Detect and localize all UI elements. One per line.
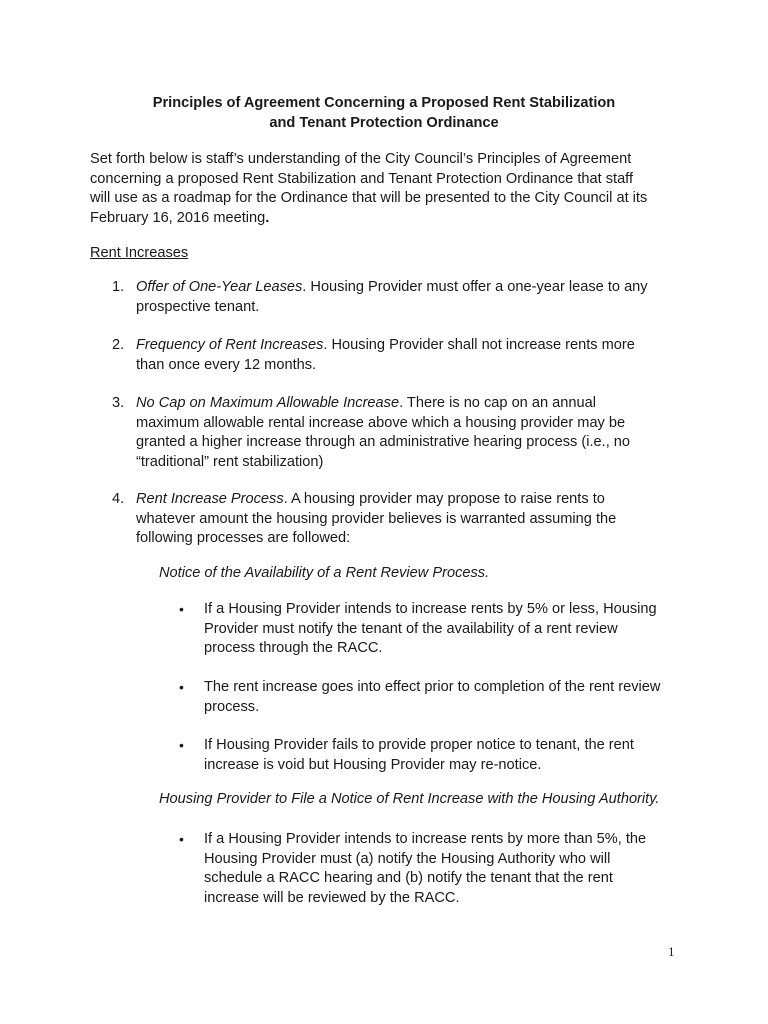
bullet-line: Provider must notify the tenant of the availability of a rent review <box>204 620 618 637</box>
bullet-line: If a Housing Provider intends to increase rents by 5% or less, Housing <box>204 601 657 617</box>
item-first-line-text: . There is no cap on an annual <box>399 395 596 411</box>
item-line: than once every 12 months. <box>136 356 317 373</box>
bullet-body <box>204 736 699 775</box>
title-line-2: and Tenant Protection Ordinance <box>269 114 499 131</box>
bullet-body <box>204 600 699 659</box>
document-title <box>0 94 768 133</box>
subheading-notice: Notice of the Availability of a Rent Review Process. <box>159 565 490 581</box>
bullet-line: If a Housing Provider intends to increase rents by more than 5%, the <box>204 831 647 847</box>
subheading-file-notice: Housing Provider to File a Notice of Rent Increase with the Housing Authority. <box>159 791 660 807</box>
bullet-line: increase is void but Housing Provider may re-notice. <box>204 756 542 773</box>
item-first-line-text: . Housing Provider shall not increase rents more <box>323 337 635 353</box>
item-line: following processes are followed: <box>136 530 351 547</box>
item-line: granted a higher increase through an administrative hearing process (i.e., no <box>136 434 631 451</box>
bullet-line: schedule a RACC hearing and (b) notify the tenant that the rent <box>204 870 613 887</box>
title-line-1: Principles of Agreement Concerning a Proposed Rent Stabilization <box>152 95 616 111</box>
item-body <box>136 278 696 317</box>
item-line: whatever amount the housing provider believes is warranted assuming the <box>136 510 617 527</box>
item-number: 3. <box>112 395 125 411</box>
intro-line: will use as a roadmap for the Ordinance that will be presented to the City Council at its <box>90 190 648 207</box>
item-number: 2. <box>112 337 125 353</box>
item-heading: Offer of One-Year Leases <box>136 279 303 295</box>
intro-end-punct: . <box>265 209 270 226</box>
item-heading: Rent Increase Process <box>136 491 284 507</box>
bullet-body <box>204 830 699 908</box>
item-first-line-text: . A housing provider may propose to raise rents to <box>283 491 605 507</box>
item-first-line <box>136 278 696 298</box>
item-first-line <box>136 490 696 510</box>
bullet-line: Housing Provider must (a) notify the Housing Authority who will <box>204 850 611 867</box>
bullet-body <box>204 678 699 717</box>
bullet-dot: • <box>179 601 184 617</box>
item-line: prospective tenant. <box>136 298 260 315</box>
item-body <box>136 336 696 375</box>
item-number: 1. <box>112 279 125 295</box>
section-heading-rent-increases: Rent Increases <box>90 245 189 261</box>
item-line: “traditional” rent stabilization) <box>136 453 324 470</box>
intro-paragraph <box>90 150 690 228</box>
item-first-line <box>136 394 696 414</box>
bullet-dot: • <box>179 737 184 753</box>
item-heading: Frequency of Rent Increases <box>136 337 324 353</box>
item-body <box>136 394 696 472</box>
intro-line-text: February 16, 2016 meeting <box>90 209 266 226</box>
bullet-dot: • <box>179 831 184 847</box>
item-first-line-text: . Housing Provider must offer a one-year lease to any <box>302 279 648 295</box>
bullet-line: process. <box>204 698 260 715</box>
item-body <box>136 490 696 549</box>
page-number: 1 <box>668 944 675 959</box>
item-number: 4. <box>112 491 125 507</box>
intro-line: Set forth below is staff’s understanding of the City Council’s Principles of Agreement <box>90 151 632 167</box>
bullet-line: process through the RACC. <box>204 640 383 657</box>
item-line: maximum allowable rental increase above which a housing provider may be <box>136 414 626 431</box>
bullet-dot: • <box>179 679 184 695</box>
item-heading: No Cap on Maximum Allowable Increase <box>136 395 400 411</box>
bullet-line: The rent increase goes into effect prior to completion of the rent review <box>204 679 661 695</box>
bullet-line: increase will be reviewed by the RACC. <box>204 889 460 906</box>
bullet-line: If Housing Provider fails to provide proper notice to tenant, the rent <box>204 737 634 753</box>
item-first-line <box>136 336 696 356</box>
intro-line: concerning a proposed Rent Stabilization and Tenant Protection Ordinance that staff <box>90 170 634 187</box>
intro-line-last <box>90 209 690 229</box>
